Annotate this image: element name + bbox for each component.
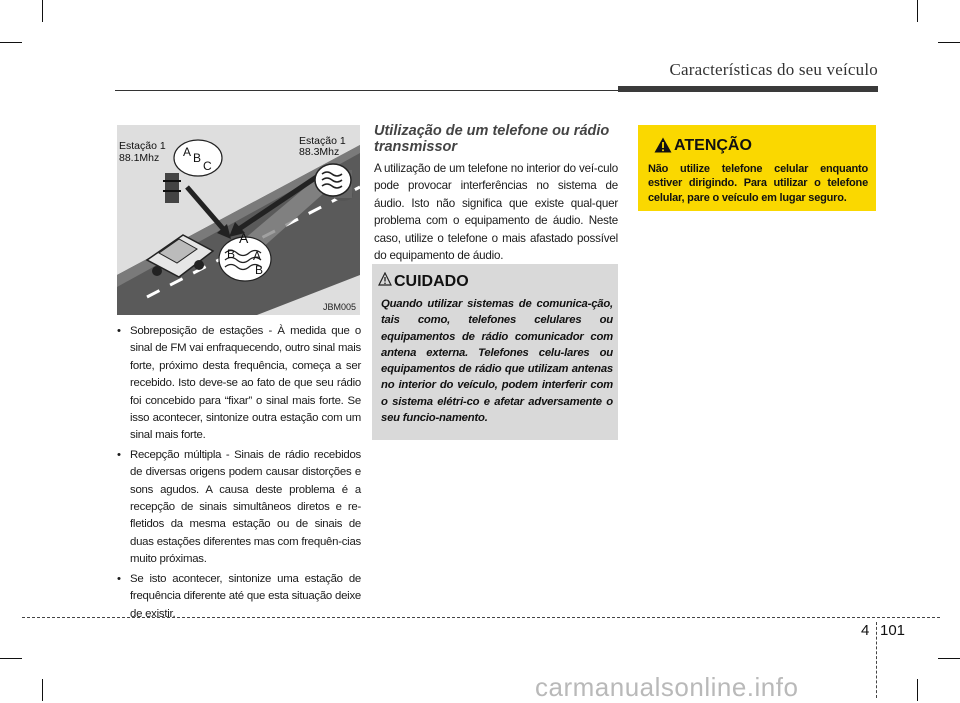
crop-mark xyxy=(938,658,960,659)
frequency-right-label: 88.3Mhz xyxy=(299,146,340,158)
crop-mark xyxy=(0,42,22,43)
crop-mark xyxy=(0,658,22,659)
signal-letter: A xyxy=(253,249,262,263)
list-item: • Se isto acontecer, sintonize uma estação de frequência diferente até que esta situação deixe de existir. xyxy=(117,571,361,623)
crop-mark xyxy=(917,0,918,22)
signal-letter: B xyxy=(255,263,264,277)
warning-box xyxy=(638,125,876,211)
signal-letter: B xyxy=(227,247,236,261)
figure-code: JBM005 xyxy=(322,302,356,312)
section-heading: Utilização de um telefone ou rádio transmissor xyxy=(374,123,610,155)
station-right-label: Estação 1 xyxy=(299,135,346,147)
crop-mark xyxy=(938,42,960,43)
warning-text: Não utilize telefone celular enquanto estiver dirigindo. Para utilizar o telefone celular, pare o veículo em lugar seguro. xyxy=(648,163,868,204)
caution-text: Quando utilizar sistemas de comunica-ção, tais como, telefones celulares ou equipamentos de rádio comunicador com antena externa. Telefones celu-lares ou equipamentos de rádio que utilizam antenas no interior do veículo, podem interferir com o sistema elétri-co e afetar adversamente o seu funcio-namento. xyxy=(381,298,613,425)
signal-letter: A xyxy=(183,145,192,159)
page-number-divider xyxy=(876,622,878,698)
watermark: carmanualsonline.info xyxy=(535,672,799,702)
chapter-number: 4 xyxy=(861,622,870,639)
page-number: 101 xyxy=(880,622,906,639)
warning-title: ATENÇÃO xyxy=(674,137,752,154)
list-item: • Sobreposição de estações - À medida que o sinal de FM vai enfraquecendo, outro sinal mais forte, próximo desta frequência, começa a ser recebido. Isto deve-se ao fato de que seu rádio foi concebido para “fixar” o sinal mais forte. Se isso acontecer, sintonize outra estação com um sinal mais forte. xyxy=(117,323,361,445)
crop-mark xyxy=(42,0,43,22)
caution-triangle-icon xyxy=(378,272,392,286)
header-rule xyxy=(115,90,620,91)
station-left-label: Estação 1 xyxy=(119,140,166,152)
header-bar xyxy=(618,86,878,92)
warning-triangle-icon xyxy=(654,137,672,153)
signal-letter: A xyxy=(239,230,249,246)
frequency-left-label: 88.1Mhz xyxy=(119,152,160,164)
interference-bullet-list xyxy=(117,323,361,625)
crop-mark xyxy=(42,679,43,701)
footer-rule xyxy=(22,617,940,618)
signal-letter: C xyxy=(203,159,212,173)
caution-title: CUIDADO xyxy=(394,273,469,290)
caution-box xyxy=(372,264,618,440)
signal-letter: B xyxy=(193,151,202,165)
radio-interference-illustration xyxy=(117,125,360,315)
chapter-title: Características do seu veículo xyxy=(669,60,878,79)
list-item: • Recepção múltipla - Sinais de rádio recebidos de diversas origens podem causar distorções e sons agudos. A causa deste problema é a recepção de sinais simultâneos diretos e re-fletidos da mesma estação ou de sinais de duas estações diferentes mas com frequên-cias muito próximas. xyxy=(117,447,361,569)
section-body: A utilização de um telefone no interior do veí-culo pode provocar interferências no sistema de áudio. Isto não significa que existe qual-quer problema com o equipamento de áudio. Neste caso, utilize o telefone o mais afastado possível do equipamento de áudio. xyxy=(374,162,618,263)
crop-mark xyxy=(917,679,918,701)
